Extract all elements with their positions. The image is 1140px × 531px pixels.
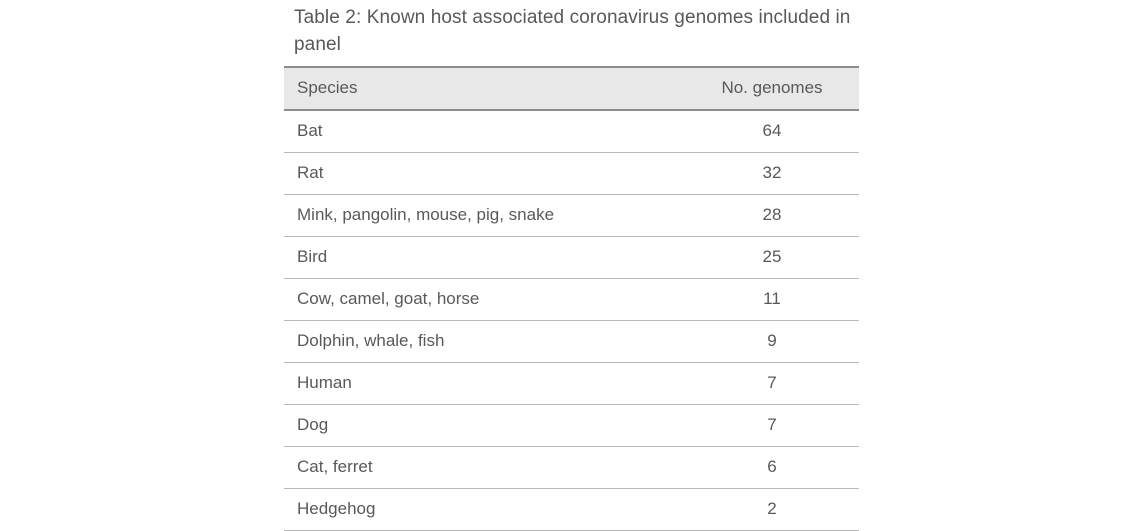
cell-species: Bird	[284, 237, 699, 279]
cell-genomes: 11	[699, 279, 859, 321]
cell-species: Human	[284, 363, 699, 405]
table-row	[284, 489, 859, 531]
cell-genomes: 6	[699, 447, 859, 489]
cell-genomes: 2	[699, 489, 859, 531]
table-row	[284, 195, 859, 237]
table-row	[284, 279, 859, 321]
host-genomes-table	[284, 66, 859, 531]
table-row	[284, 153, 859, 195]
column-header-species: Species	[284, 67, 699, 110]
cell-genomes: 7	[699, 363, 859, 405]
cell-species: Hedgehog	[284, 489, 699, 531]
cell-genomes: 25	[699, 237, 859, 279]
cell-genomes: 32	[699, 153, 859, 195]
cell-species: Bat	[284, 110, 699, 153]
cell-species: Rat	[284, 153, 699, 195]
cell-genomes: 28	[699, 195, 859, 237]
cell-genomes: 9	[699, 321, 859, 363]
table-body	[284, 110, 859, 531]
cell-species: Cat, ferret	[284, 447, 699, 489]
table-row	[284, 363, 859, 405]
table-head	[284, 67, 859, 110]
cell-species: Dog	[284, 405, 699, 447]
table-row	[284, 405, 859, 447]
cell-genomes: 7	[699, 405, 859, 447]
column-header-no-genomes: No. genomes	[699, 67, 859, 110]
cell-genomes: 64	[699, 110, 859, 153]
table-block	[284, 0, 859, 531]
table-row	[284, 237, 859, 279]
table-caption: Table 2: Known host associated coronavirus genomes included in panel	[294, 7, 851, 55]
cell-species: Dolphin, whale, fish	[284, 321, 699, 363]
table-row	[284, 321, 859, 363]
cell-species: Mink, pangolin, mouse, pig, snake	[284, 195, 699, 237]
cell-species: Cow, camel, goat, horse	[284, 279, 699, 321]
table-header-row	[284, 67, 859, 110]
table-row	[284, 110, 859, 153]
table-row	[284, 447, 859, 489]
